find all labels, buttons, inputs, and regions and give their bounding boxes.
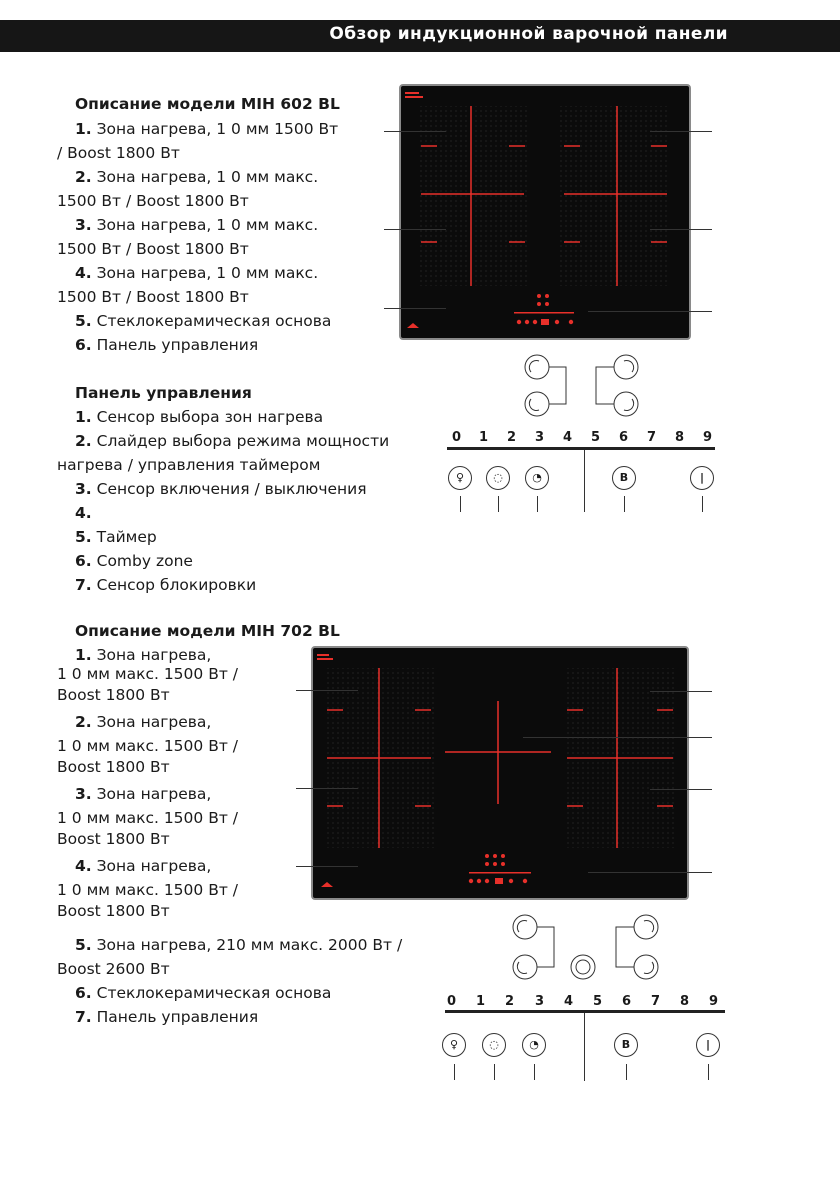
- model1-item-5: 5. Стеклокерамическая основа: [75, 312, 332, 330]
- slider-digit: 5: [593, 994, 603, 1009]
- model2-item-7: 7. Панель управления: [75, 1008, 259, 1026]
- model1-item-1-cont: / Boost 1800 Вт: [57, 144, 180, 162]
- slider-digit: 8: [680, 994, 690, 1009]
- leader-line: [624, 496, 625, 512]
- model1-item-2: 2. Зона нагрева, 1 0 мм макс.: [75, 168, 319, 186]
- model1-item-3: 3. Зона нагрева, 1 0 мм макс.: [75, 216, 319, 234]
- model2-item-4-cont: 1 0 мм макс. 1500 Вт /: [57, 881, 239, 899]
- cp-item-2-cont: нагрева / управления таймером: [57, 456, 321, 474]
- model2-item-2-cont: 1 0 мм макс. 1500 Вт /: [57, 737, 239, 755]
- leader-line: [537, 496, 538, 512]
- leader-line: [384, 131, 446, 132]
- leader-line: [588, 311, 712, 312]
- leader-line: [384, 308, 446, 309]
- power-slider-1[interactable]: [449, 430, 719, 446]
- model1-item-4-cont: 1500 Вт / Boost 1800 Вт: [57, 288, 249, 306]
- leader-line: [650, 131, 712, 132]
- leader-line: [296, 788, 358, 789]
- slider-digit: 7: [647, 430, 657, 445]
- model1-item-2-cont: 1500 Вт / Boost 1800 Вт: [57, 192, 249, 210]
- cooktop-mih602-image: [399, 84, 691, 340]
- leader-line: [650, 789, 712, 790]
- model2-item-4: 4. Зона нагрева,: [75, 857, 212, 875]
- zone-select-icon[interactable]: ◌: [482, 1033, 506, 1057]
- leader-line: [523, 737, 712, 738]
- timer-icon[interactable]: ◔: [522, 1033, 546, 1057]
- model1-item-1: 1. Зона нагрева, 1 0 мм 1500 Вт: [75, 120, 339, 138]
- cp-item-4: 4.: [75, 504, 92, 522]
- slider-digit: 4: [563, 430, 573, 445]
- model2-item-5-cont: Boost 2600 Вт: [57, 960, 170, 978]
- model2-item-4-cont2: Boost 1800 Вт: [57, 902, 170, 920]
- page-header: [0, 20, 840, 52]
- divider-line: [584, 450, 585, 512]
- slider-digit: 3: [535, 430, 545, 445]
- key-lock-icon[interactable]: ♀: [448, 466, 472, 490]
- leader-line: [708, 1064, 709, 1080]
- model2-title: Описание модели MIH 702 BL: [75, 622, 340, 640]
- leader-line: [296, 866, 358, 867]
- slider-digit: 2: [505, 994, 515, 1009]
- slider-digit: 2: [507, 430, 517, 445]
- model1-item-4: 4. Зона нагрева, 1 0 мм макс.: [75, 264, 319, 282]
- leader-line: [384, 229, 446, 230]
- boost-button[interactable]: B: [612, 466, 636, 490]
- zone-select-icon[interactable]: ◌: [486, 466, 510, 490]
- model1-item-3-cont: 1500 Вт / Boost 1800 Вт: [57, 240, 249, 258]
- power-icon[interactable]: |: [690, 466, 714, 490]
- model2-item-1-cont2: Boost 1800 Вт: [57, 686, 170, 704]
- cp-item-3: 3. Сенсор включения / выключения: [75, 480, 367, 498]
- slider-bar: [447, 447, 715, 450]
- slider-digit: 6: [622, 994, 632, 1009]
- leader-line: [702, 496, 703, 512]
- model2-item-1-cont: 1 0 мм макс. 1500 Вт /: [57, 665, 239, 683]
- model2-item-3-cont2: Boost 1800 Вт: [57, 830, 170, 848]
- slider-digit: 3: [535, 994, 545, 1009]
- model2-item-6: 6. Стеклокерамическая основа: [75, 984, 332, 1002]
- slider-digit: 1: [479, 430, 489, 445]
- slider-digit: 0: [447, 994, 457, 1009]
- cp-item-7: 7. Сенсор блокировки: [75, 576, 257, 594]
- cp-item-6: 6. Comby zone: [75, 552, 193, 570]
- page-title: Обзор индукционной варочной панели: [329, 24, 728, 44]
- zone-selector-diagram-2: [508, 910, 664, 982]
- leader-line: [650, 229, 712, 230]
- slider-digit: 1: [476, 994, 486, 1009]
- model2-item-1: 1. Зона нагрева,: [75, 646, 212, 664]
- cp-item-2: 2. Слайдер выбора режима мощности: [75, 432, 390, 450]
- cp-item-5: 5. Таймер: [75, 528, 157, 546]
- slider-bar: [445, 1010, 725, 1013]
- slider-digit: 4: [564, 994, 574, 1009]
- slider-digit: 6: [619, 430, 629, 445]
- timer-icon[interactable]: ◔: [525, 466, 549, 490]
- leader-line: [494, 1064, 495, 1080]
- slider-digit: 5: [591, 430, 601, 445]
- divider-line: [584, 1013, 585, 1081]
- slider-digit: 9: [709, 994, 719, 1009]
- model2-item-2-cont2: Boost 1800 Вт: [57, 758, 170, 776]
- control-panel-title: Панель управления: [75, 384, 252, 402]
- model2-item-3: 3. Зона нагрева,: [75, 785, 212, 803]
- model2-item-3-cont: 1 0 мм макс. 1500 Вт /: [57, 809, 239, 827]
- slider-digit: 7: [651, 994, 661, 1009]
- cp-item-1: 1. Сенсор выбора зон нагрева: [75, 408, 324, 426]
- cooktop-mih702-image: [311, 646, 689, 900]
- slider-digit: 8: [675, 430, 685, 445]
- slider-digit: 0: [452, 430, 462, 445]
- leader-line: [460, 496, 461, 512]
- leader-line: [498, 496, 499, 512]
- zone-selector-diagram-1: [520, 352, 646, 420]
- model2-item-5: 5. Зона нагрева, 210 мм макс. 2000 Вт /: [75, 936, 403, 954]
- key-lock-icon[interactable]: ♀: [442, 1033, 466, 1057]
- leader-line: [296, 690, 358, 691]
- leader-line: [588, 872, 712, 873]
- model2-item-2: 2. Зона нагрева,: [75, 713, 212, 731]
- leader-line: [454, 1064, 455, 1080]
- slider-digit: 9: [703, 430, 713, 445]
- leader-line: [650, 691, 712, 692]
- leader-line: [626, 1064, 627, 1080]
- power-slider-2[interactable]: [447, 994, 727, 1010]
- power-icon[interactable]: |: [696, 1033, 720, 1057]
- model1-title: Описание модели MIH 602 BL: [75, 95, 340, 113]
- model1-item-6: 6. Панель управления: [75, 336, 259, 354]
- leader-line: [534, 1064, 535, 1080]
- boost-button[interactable]: B: [614, 1033, 638, 1057]
